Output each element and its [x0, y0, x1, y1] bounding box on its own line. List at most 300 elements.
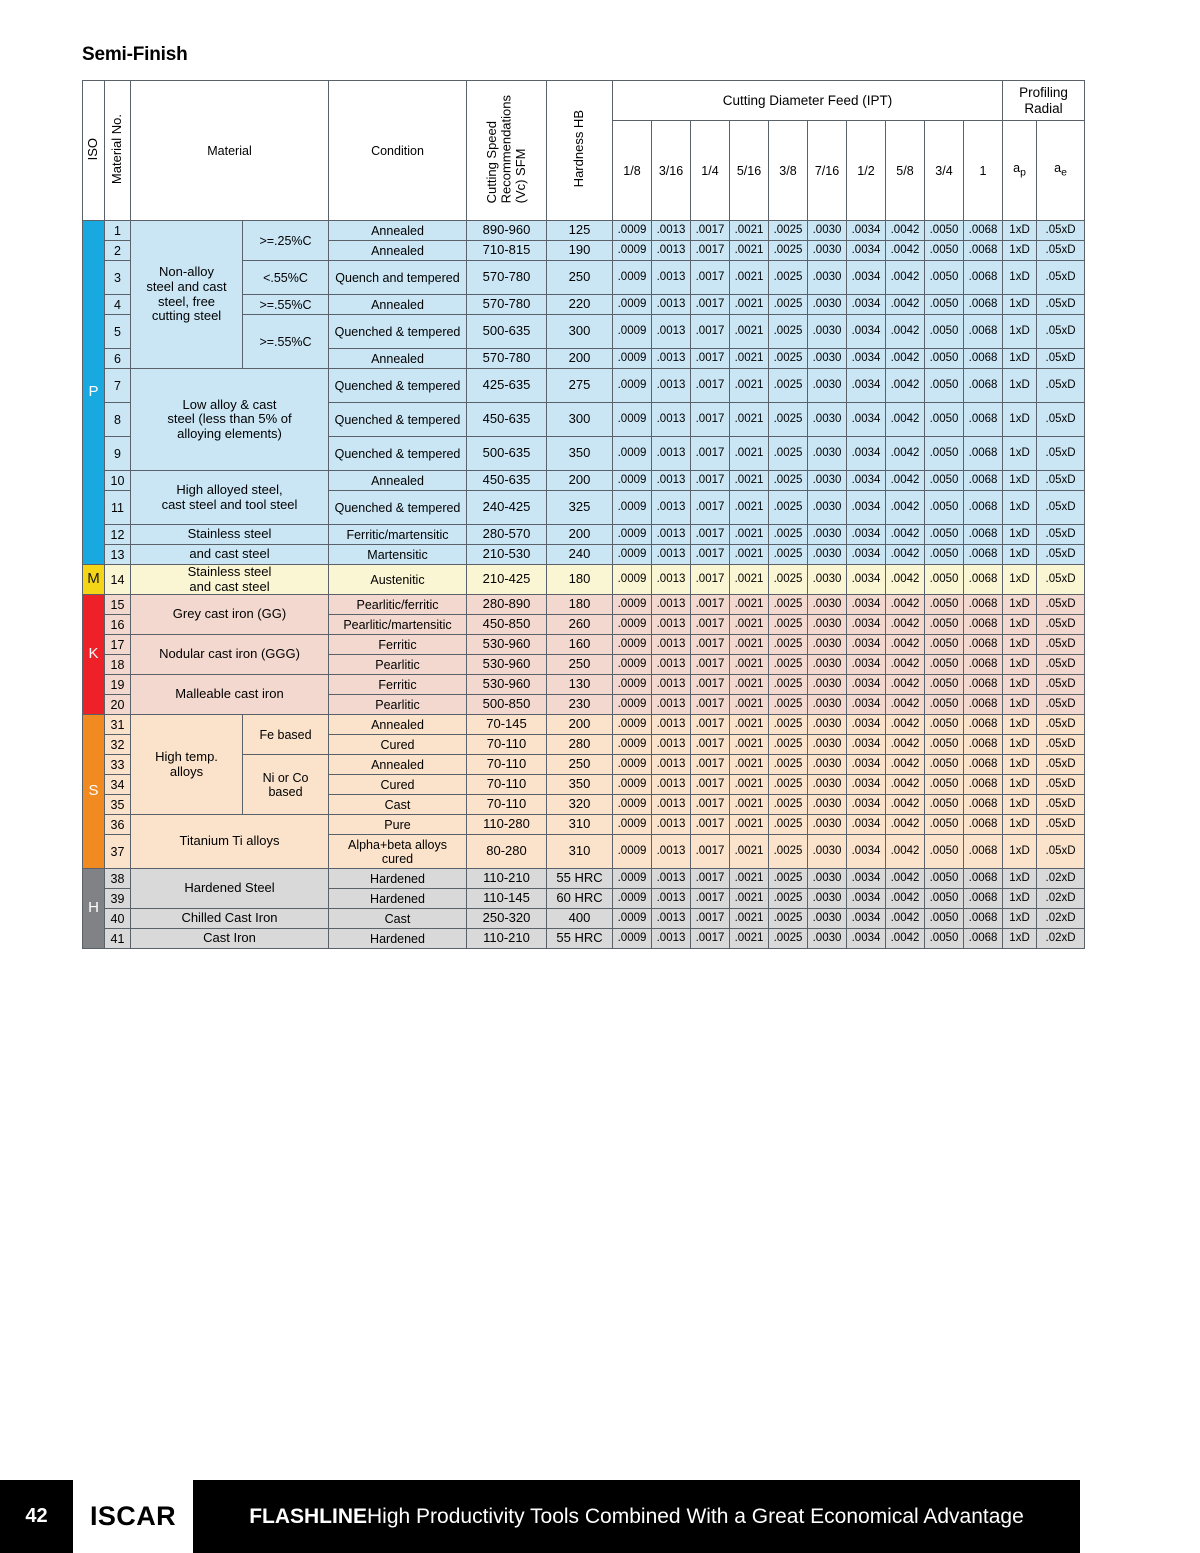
cutting-speed-value: 890-960	[467, 221, 547, 241]
feed-value-9: .0068	[964, 369, 1003, 403]
footer-tagline-text: High Productivity Tools Combined With a Great Economical Advantage	[367, 1504, 1024, 1528]
feed-value-7: .0042	[886, 795, 925, 815]
feed-value-5: .0030	[808, 889, 847, 909]
profiling-ae-value: .05xD	[1037, 655, 1085, 675]
header-feed-group: Cutting Diameter Feed (IPT)	[613, 81, 1003, 121]
hardness-value: 240	[547, 545, 613, 565]
feed-value-7: .0042	[886, 349, 925, 369]
feed-value-0: .0009	[613, 695, 652, 715]
page-number-badge: 42	[0, 1480, 73, 1553]
feed-value-1: .0013	[652, 755, 691, 775]
material-subcondition: Fe based	[243, 715, 329, 755]
material-number: 33	[105, 755, 131, 775]
profiling-ap-value: 1xD	[1003, 655, 1037, 675]
feed-value-6: .0034	[847, 471, 886, 491]
feed-value-9: .0068	[964, 315, 1003, 349]
feed-value-9: .0068	[964, 929, 1003, 949]
material-number: 31	[105, 715, 131, 735]
feed-value-8: .0050	[925, 471, 964, 491]
feed-value-3: .0021	[730, 369, 769, 403]
profiling-ap-value: 1xD	[1003, 615, 1037, 635]
iso-group-s: S	[83, 715, 105, 869]
feed-value-1: .0013	[652, 349, 691, 369]
feed-value-5: .0030	[808, 695, 847, 715]
condition-value: Ferritic	[329, 675, 467, 695]
hardness-value: 160	[547, 635, 613, 655]
profiling-ap-value: 1xD	[1003, 675, 1037, 695]
feed-value-5: .0030	[808, 615, 847, 635]
profiling-ae-value: .05xD	[1037, 437, 1085, 471]
hardness-value: 260	[547, 615, 613, 635]
footer-tagline	[193, 1480, 1080, 1553]
profiling-ap-value: 1xD	[1003, 241, 1037, 261]
cutting-speed-value: 500-635	[467, 315, 547, 349]
profiling-ap-value: 1xD	[1003, 635, 1037, 655]
material-name: Non-alloy steel and cast steel, free cutting steel	[131, 221, 243, 369]
feed-value-8: .0050	[925, 241, 964, 261]
feed-value-2: .0017	[691, 835, 730, 869]
feed-value-2: .0017	[691, 525, 730, 545]
cutting-speed-value: 570-780	[467, 349, 547, 369]
material-name: Chilled Cast Iron	[131, 909, 329, 929]
profiling-ap-value: 1xD	[1003, 565, 1037, 595]
feed-value-6: .0034	[847, 715, 886, 735]
condition-value: Pearlitic	[329, 695, 467, 715]
feed-value-8: .0050	[925, 369, 964, 403]
profiling-ae-value: .05xD	[1037, 735, 1085, 755]
condition-value: Cast	[329, 795, 467, 815]
condition-value: Quenched & tempered	[329, 491, 467, 525]
feed-value-7: .0042	[886, 261, 925, 295]
feed-value-8: .0050	[925, 715, 964, 735]
feed-value-2: .0017	[691, 695, 730, 715]
cutting-speed-value: 280-890	[467, 595, 547, 615]
feed-value-5: .0030	[808, 755, 847, 775]
feed-value-4: .0025	[769, 755, 808, 775]
feed-value-9: .0068	[964, 735, 1003, 755]
feed-value-8: .0050	[925, 835, 964, 869]
feed-value-2: .0017	[691, 815, 730, 835]
material-number: 35	[105, 795, 131, 815]
feed-value-6: .0034	[847, 437, 886, 471]
condition-value: Annealed	[329, 295, 467, 315]
feed-value-6: .0034	[847, 369, 886, 403]
cutting-speed-value: 250-320	[467, 909, 547, 929]
material-name: Nodular cast iron (GGG)	[131, 635, 329, 675]
cutting-speed-value: 70-110	[467, 775, 547, 795]
brand-logo: ISCAR	[73, 1480, 193, 1553]
feed-value-1: .0013	[652, 315, 691, 349]
profiling-ae-value: .05xD	[1037, 795, 1085, 815]
feed-value-3: .0021	[730, 525, 769, 545]
feed-value-8: .0050	[925, 655, 964, 675]
header-diameter-2: 1/4	[691, 121, 730, 221]
feed-value-4: .0025	[769, 261, 808, 295]
profiling-ap-value: 1xD	[1003, 437, 1037, 471]
page-footer	[0, 1480, 1200, 1553]
feed-value-5: .0030	[808, 403, 847, 437]
profiling-ap-value: 1xD	[1003, 909, 1037, 929]
feed-value-1: .0013	[652, 545, 691, 565]
profiling-ap-value: 1xD	[1003, 491, 1037, 525]
material-number: 41	[105, 929, 131, 949]
feed-value-7: .0042	[886, 369, 925, 403]
feed-value-4: .0025	[769, 775, 808, 795]
feed-value-1: .0013	[652, 695, 691, 715]
feed-value-3: .0021	[730, 695, 769, 715]
feed-value-0: .0009	[613, 315, 652, 349]
feed-value-4: .0025	[769, 675, 808, 695]
header-iso: ISO	[83, 81, 105, 221]
feed-value-8: .0050	[925, 615, 964, 635]
feed-value-4: .0025	[769, 615, 808, 635]
feed-value-5: .0030	[808, 437, 847, 471]
feed-value-7: .0042	[886, 675, 925, 695]
profiling-ae-value: .05xD	[1037, 295, 1085, 315]
profiling-ap-value: 1xD	[1003, 775, 1037, 795]
feed-value-7: .0042	[886, 909, 925, 929]
feed-value-0: .0009	[613, 775, 652, 795]
hardness-value: 60 HRC	[547, 889, 613, 909]
footer-tagline-brand: FLASHLINE	[249, 1504, 368, 1528]
condition-value: Pure	[329, 815, 467, 835]
hardness-value: 320	[547, 795, 613, 815]
feed-value-6: .0034	[847, 315, 886, 349]
condition-value: Ferritic/martensitic	[329, 525, 467, 545]
feed-value-7: .0042	[886, 735, 925, 755]
feed-value-6: .0034	[847, 835, 886, 869]
feed-value-3: .0021	[730, 909, 769, 929]
material-number: 9	[105, 437, 131, 471]
condition-value: Austenitic	[329, 565, 467, 595]
feed-value-5: .0030	[808, 715, 847, 735]
feed-value-8: .0050	[925, 349, 964, 369]
feed-value-0: .0009	[613, 869, 652, 889]
feed-value-4: .0025	[769, 655, 808, 675]
feed-value-2: .0017	[691, 295, 730, 315]
material-name: High alloyed steel, cast steel and tool steel	[131, 471, 329, 525]
feed-value-5: .0030	[808, 545, 847, 565]
feed-value-4: .0025	[769, 889, 808, 909]
feed-value-1: .0013	[652, 909, 691, 929]
feed-value-7: .0042	[886, 635, 925, 655]
feed-value-3: .0021	[730, 315, 769, 349]
profiling-ae-value: .05xD	[1037, 241, 1085, 261]
hardness-value: 55 HRC	[547, 869, 613, 889]
feed-value-1: .0013	[652, 437, 691, 471]
feed-value-1: .0013	[652, 929, 691, 949]
feed-value-3: .0021	[730, 929, 769, 949]
condition-value: Pearlitic/martensitic	[329, 615, 467, 635]
material-name: Malleable cast iron	[131, 675, 329, 715]
feed-value-8: .0050	[925, 929, 964, 949]
profiling-ae-value: .05xD	[1037, 715, 1085, 735]
material-subcondition: Ni or Co based	[243, 755, 329, 815]
hardness-value: 400	[547, 909, 613, 929]
hardness-value: 200	[547, 715, 613, 735]
table-row	[83, 595, 1085, 615]
feed-value-2: .0017	[691, 261, 730, 295]
hardness-value: 310	[547, 815, 613, 835]
cutting-speed-value: 70-110	[467, 755, 547, 775]
feed-value-8: .0050	[925, 403, 964, 437]
feed-value-5: .0030	[808, 315, 847, 349]
feed-value-6: .0034	[847, 675, 886, 695]
feed-value-4: .0025	[769, 735, 808, 755]
feed-value-6: .0034	[847, 795, 886, 815]
feed-value-3: .0021	[730, 545, 769, 565]
feed-value-0: .0009	[613, 471, 652, 491]
feed-value-7: .0042	[886, 595, 925, 615]
cutting-speed-value: 710-815	[467, 241, 547, 261]
feed-value-3: .0021	[730, 715, 769, 735]
hardness-value: 350	[547, 437, 613, 471]
feed-value-3: .0021	[730, 595, 769, 615]
profiling-ae-value: .05xD	[1037, 615, 1085, 635]
feed-value-4: .0025	[769, 695, 808, 715]
feed-value-9: .0068	[964, 437, 1003, 471]
feed-value-5: .0030	[808, 835, 847, 869]
table-row	[83, 869, 1085, 889]
material-number: 8	[105, 403, 131, 437]
feed-value-9: .0068	[964, 545, 1003, 565]
feed-value-9: .0068	[964, 261, 1003, 295]
feed-value-0: .0009	[613, 261, 652, 295]
material-subcondition: >=.25%C	[243, 221, 329, 261]
cutting-data-table-container	[82, 80, 1084, 949]
feed-value-1: .0013	[652, 815, 691, 835]
profiling-ap-value: 1xD	[1003, 261, 1037, 295]
feed-value-0: .0009	[613, 545, 652, 565]
feed-value-8: .0050	[925, 315, 964, 349]
hardness-value: 200	[547, 525, 613, 545]
feed-value-6: .0034	[847, 295, 886, 315]
feed-value-6: .0034	[847, 889, 886, 909]
feed-value-4: .0025	[769, 491, 808, 525]
feed-value-8: .0050	[925, 545, 964, 565]
feed-value-8: .0050	[925, 909, 964, 929]
feed-value-5: .0030	[808, 929, 847, 949]
material-number: 38	[105, 869, 131, 889]
hardness-value: 310	[547, 835, 613, 869]
profiling-ae-value: .05xD	[1037, 635, 1085, 655]
material-number: 4	[105, 295, 131, 315]
feed-value-2: .0017	[691, 795, 730, 815]
header-diameter-1: 3/16	[652, 121, 691, 221]
cutting-speed-value: 450-635	[467, 471, 547, 491]
material-number: 15	[105, 595, 131, 615]
table-row	[83, 635, 1085, 655]
feed-value-5: .0030	[808, 295, 847, 315]
hardness-value: 300	[547, 315, 613, 349]
cutting-speed-value: 240-425	[467, 491, 547, 525]
feed-value-8: .0050	[925, 869, 964, 889]
condition-value: Annealed	[329, 755, 467, 775]
cutting-speed-value: 110-280	[467, 815, 547, 835]
cutting-speed-value: 210-530	[467, 545, 547, 565]
feed-value-3: .0021	[730, 755, 769, 775]
material-number: 5	[105, 315, 131, 349]
table-row	[83, 565, 1085, 595]
profiling-ae-value: .05xD	[1037, 675, 1085, 695]
feed-value-8: .0050	[925, 565, 964, 595]
header-profiling-group: Profiling Radial	[1003, 81, 1085, 121]
feed-value-6: .0034	[847, 241, 886, 261]
feed-value-1: .0013	[652, 295, 691, 315]
feed-value-2: .0017	[691, 491, 730, 525]
feed-value-5: .0030	[808, 635, 847, 655]
cutting-speed-value: 280-570	[467, 525, 547, 545]
feed-value-5: .0030	[808, 675, 847, 695]
feed-value-3: .0021	[730, 615, 769, 635]
feed-value-1: .0013	[652, 403, 691, 437]
feed-value-7: .0042	[886, 835, 925, 869]
profiling-ae-value: .02xD	[1037, 929, 1085, 949]
feed-value-1: .0013	[652, 615, 691, 635]
table-row	[83, 221, 1085, 241]
feed-value-3: .0021	[730, 565, 769, 595]
feed-value-2: .0017	[691, 595, 730, 615]
feed-value-9: .0068	[964, 755, 1003, 775]
material-subcondition: >=.55%C	[243, 295, 329, 315]
feed-value-2: .0017	[691, 241, 730, 261]
feed-value-6: .0034	[847, 869, 886, 889]
feed-value-6: .0034	[847, 221, 886, 241]
profiling-ae-value: .05xD	[1037, 545, 1085, 565]
feed-value-3: .0021	[730, 795, 769, 815]
condition-value: Annealed	[329, 715, 467, 735]
feed-value-7: .0042	[886, 889, 925, 909]
header-diameter-8: 3/4	[925, 121, 964, 221]
hardness-value: 55 HRC	[547, 929, 613, 949]
feed-value-9: .0068	[964, 815, 1003, 835]
feed-value-3: .0021	[730, 635, 769, 655]
feed-value-1: .0013	[652, 889, 691, 909]
feed-value-8: .0050	[925, 635, 964, 655]
profiling-ap-value: 1xD	[1003, 471, 1037, 491]
feed-value-7: .0042	[886, 525, 925, 545]
feed-value-0: .0009	[613, 635, 652, 655]
feed-value-2: .0017	[691, 437, 730, 471]
feed-value-1: .0013	[652, 369, 691, 403]
feed-value-6: .0034	[847, 565, 886, 595]
material-name: and cast steel	[131, 545, 329, 565]
page-title: Semi-Finish	[82, 44, 188, 65]
feed-value-0: .0009	[613, 595, 652, 615]
feed-value-2: .0017	[691, 545, 730, 565]
profiling-ae-value: .05xD	[1037, 695, 1085, 715]
cutting-speed-value: 70-110	[467, 735, 547, 755]
feed-value-7: .0042	[886, 221, 925, 241]
feed-value-5: .0030	[808, 565, 847, 595]
material-subcondition: >=.55%C	[243, 315, 329, 369]
profiling-ae-value: .05xD	[1037, 471, 1085, 491]
feed-value-1: .0013	[652, 635, 691, 655]
iso-group-p: P	[83, 221, 105, 565]
material-name: Stainless steel	[131, 525, 329, 545]
feed-value-0: .0009	[613, 675, 652, 695]
feed-value-6: .0034	[847, 525, 886, 545]
feed-value-2: .0017	[691, 221, 730, 241]
cutting-speed-value: 500-635	[467, 437, 547, 471]
hardness-value: 325	[547, 491, 613, 525]
feed-value-7: .0042	[886, 775, 925, 795]
feed-value-3: .0021	[730, 437, 769, 471]
feed-value-0: .0009	[613, 909, 652, 929]
cutting-speed-value: 70-110	[467, 795, 547, 815]
material-number: 16	[105, 615, 131, 635]
table-row	[83, 525, 1085, 545]
feed-value-3: .0021	[730, 835, 769, 869]
table-row	[83, 909, 1085, 929]
feed-value-0: .0009	[613, 889, 652, 909]
feed-value-9: .0068	[964, 595, 1003, 615]
feed-value-5: .0030	[808, 525, 847, 545]
feed-value-3: .0021	[730, 295, 769, 315]
hardness-value: 220	[547, 295, 613, 315]
feed-value-9: .0068	[964, 695, 1003, 715]
feed-value-2: .0017	[691, 403, 730, 437]
hardness-value: 190	[547, 241, 613, 261]
feed-value-7: .0042	[886, 755, 925, 775]
feed-value-9: .0068	[964, 675, 1003, 695]
feed-value-0: .0009	[613, 815, 652, 835]
feed-value-7: .0042	[886, 715, 925, 735]
cutting-speed-value: 110-145	[467, 889, 547, 909]
feed-value-6: .0034	[847, 909, 886, 929]
feed-value-0: .0009	[613, 295, 652, 315]
condition-value: Martensitic	[329, 545, 467, 565]
hardness-value: 300	[547, 403, 613, 437]
header-ae: $a_e$	[1037, 121, 1085, 221]
cutting-speed-value: 570-780	[467, 295, 547, 315]
feed-value-0: .0009	[613, 221, 652, 241]
feed-value-1: .0013	[652, 595, 691, 615]
profiling-ap-value: 1xD	[1003, 595, 1037, 615]
cutting-data-table	[82, 80, 1085, 949]
feed-value-6: .0034	[847, 695, 886, 715]
cutting-speed-value: 80-280	[467, 835, 547, 869]
cutting-speed-value: 500-850	[467, 695, 547, 715]
feed-value-9: .0068	[964, 295, 1003, 315]
hardness-value: 230	[547, 695, 613, 715]
profiling-ap-value: 1xD	[1003, 695, 1037, 715]
profiling-ae-value: .05xD	[1037, 565, 1085, 595]
feed-value-8: .0050	[925, 295, 964, 315]
feed-value-3: .0021	[730, 221, 769, 241]
feed-value-2: .0017	[691, 775, 730, 795]
condition-value: Quenched & tempered	[329, 403, 467, 437]
profiling-ap-value: 1xD	[1003, 755, 1037, 775]
feed-value-3: .0021	[730, 241, 769, 261]
condition-value: Cast	[329, 909, 467, 929]
cutting-speed-value: 530-960	[467, 675, 547, 695]
feed-value-4: .0025	[769, 869, 808, 889]
feed-value-4: .0025	[769, 545, 808, 565]
feed-value-2: .0017	[691, 889, 730, 909]
feed-value-3: .0021	[730, 403, 769, 437]
feed-value-7: .0042	[886, 869, 925, 889]
feed-value-0: .0009	[613, 715, 652, 735]
feed-value-8: .0050	[925, 735, 964, 755]
feed-value-0: .0009	[613, 525, 652, 545]
feed-value-7: .0042	[886, 403, 925, 437]
feed-value-8: .0050	[925, 491, 964, 525]
material-number: 14	[105, 565, 131, 595]
feed-value-9: .0068	[964, 221, 1003, 241]
material-number: 34	[105, 775, 131, 795]
feed-value-4: .0025	[769, 437, 808, 471]
